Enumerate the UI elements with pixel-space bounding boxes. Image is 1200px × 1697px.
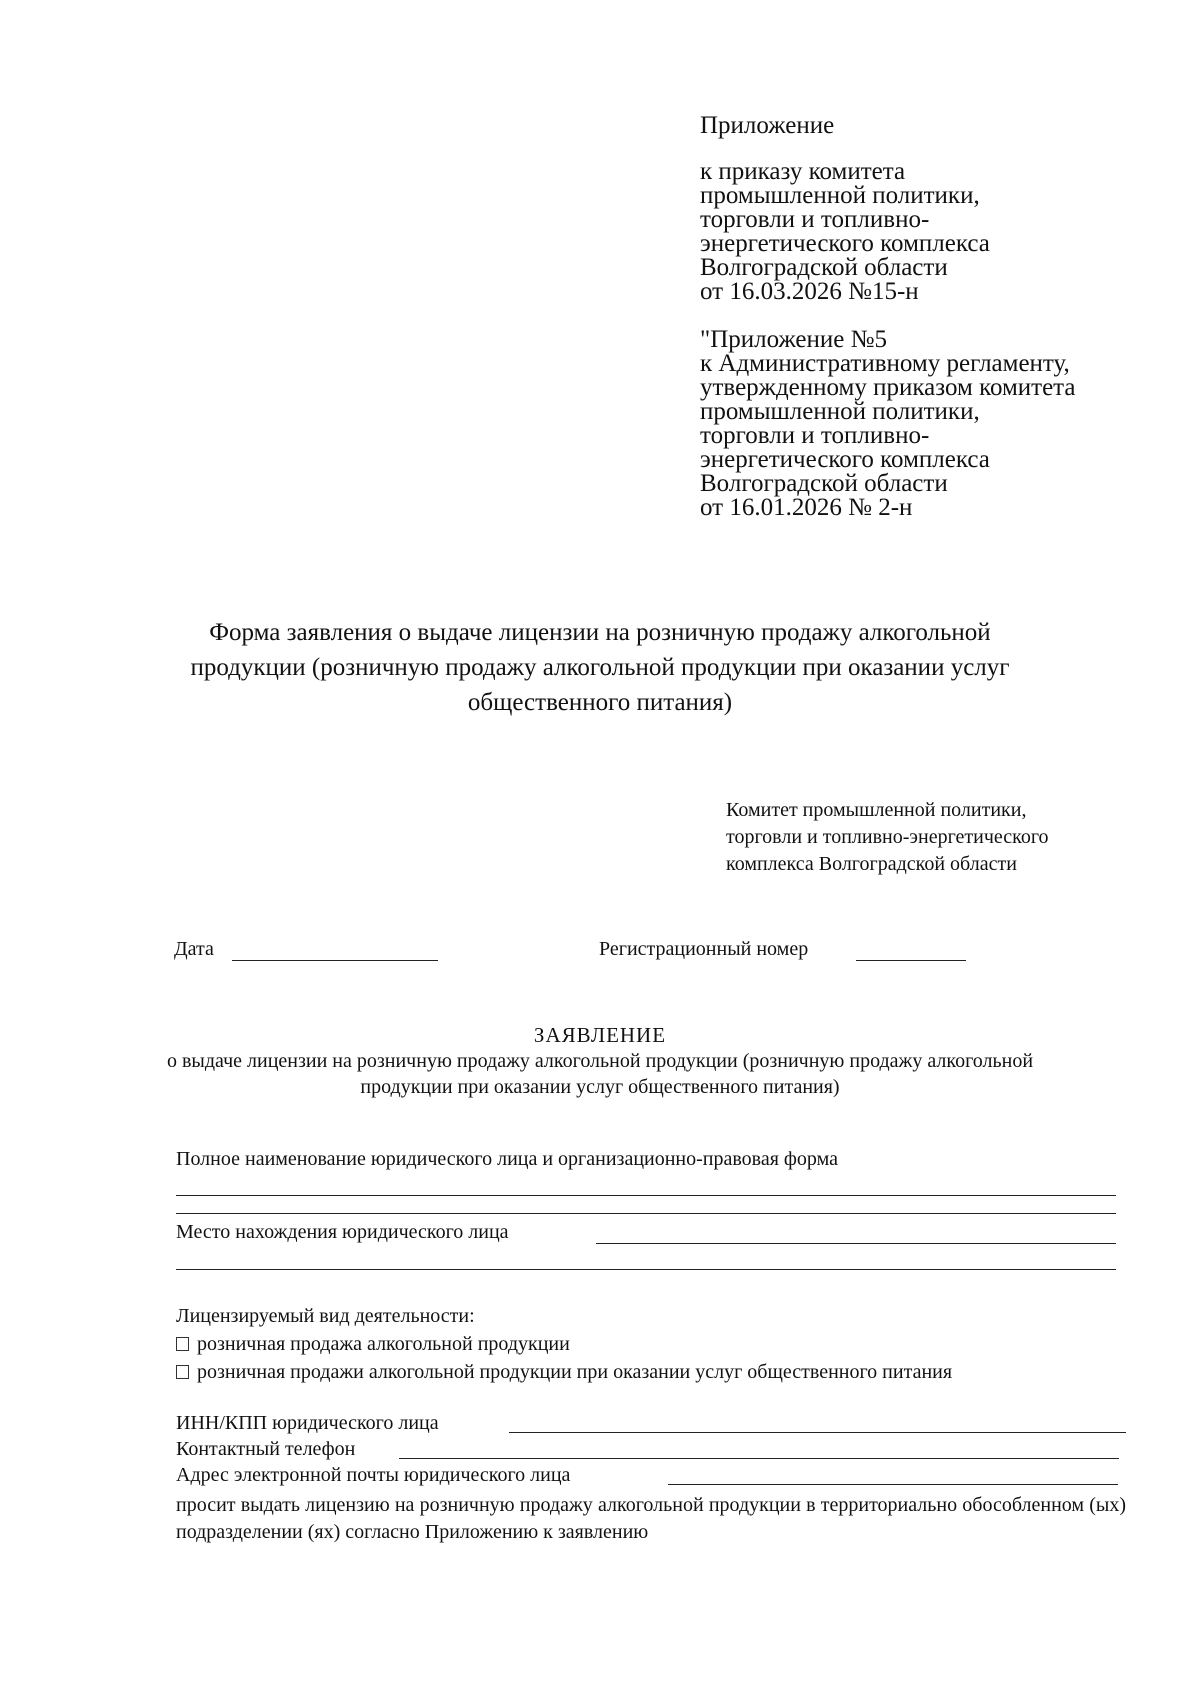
regulation-line: энергетического комплекса	[700, 446, 990, 473]
full-name-line-1[interactable]	[176, 1195, 1116, 1196]
email-label: Адрес электронной почты юридического лица	[176, 1464, 571, 1486]
order-line: Волгоградской области	[700, 254, 948, 281]
order-line: энергетического комплекса	[700, 230, 990, 257]
registration-number-label: Регистрационный номер	[599, 938, 809, 960]
appendix-regulation-reference	[700, 328, 1160, 520]
date-label: Дата	[174, 938, 214, 960]
date-field[interactable]	[232, 960, 438, 961]
regulation-line: промышленной политики,	[700, 398, 980, 425]
appendix-title: Приложение	[700, 112, 835, 139]
checkbox-icon[interactable]	[176, 1337, 189, 1351]
registration-number-field[interactable]	[856, 960, 966, 961]
activity-option-label: розничная продажа алкогольной продукции	[197, 1333, 570, 1355]
licensed-activity	[176, 1302, 952, 1386]
regulation-line: "Приложение №5	[700, 326, 887, 353]
phone-row	[176, 1438, 1126, 1464]
appendix-order-reference	[700, 160, 1160, 304]
inn-label: ИНН/КПП юридического лица	[176, 1412, 439, 1434]
location-label: Место нахождения юридического лица	[176, 1221, 509, 1243]
location-field-line-2[interactable]	[176, 1269, 1116, 1270]
appendix-header	[700, 114, 1160, 520]
inn-row	[176, 1412, 1126, 1438]
regulation-line: утвержденному приказом комитета	[700, 374, 1076, 401]
regulation-line: Волгоградской области	[700, 470, 948, 497]
order-line: промышленной политики,	[700, 182, 980, 209]
contact-fields	[176, 1412, 1126, 1490]
order-line: торговли и топливно-	[700, 206, 930, 233]
location-block	[176, 1221, 1116, 1291]
regulation-line: к Административному регламенту,	[700, 350, 1070, 377]
location-field[interactable]	[596, 1243, 1116, 1244]
statement-subtitle: о выдаче лицензии на розничную продажу алкогольной продукции (розничную продажу алкогольной продукции при оказании услуг общественного питания)	[166, 1050, 1034, 1098]
form-title: Форма заявления о выдаче лицензии на розничную продажу алкогольной продукции (розничную продажу алкогольной продукции при оказании услуг общественного питания)	[190, 619, 1010, 716]
full-name-label: Полное наименование юридического лица и организационно-правовая форма	[176, 1148, 838, 1170]
activity-label: Лицензируемый вид деятельности:	[176, 1305, 475, 1327]
addressee	[726, 797, 1049, 878]
statement-heading	[150, 1022, 1050, 1100]
regulation-line: от 16.01.2026 № 2-н	[700, 494, 913, 521]
full-name-line-2[interactable]	[176, 1213, 1116, 1214]
email-field[interactable]	[668, 1484, 1118, 1485]
statement-title: ЗАЯВЛЕНИЕ	[533, 1023, 667, 1047]
request-paragraph: просит выдать лицензию на розничную продажу алкогольной продукции в территориально обособленном (ых) подразделении (ях) согласно Приложению к заявлению	[176, 1494, 1126, 1543]
phone-label: Контактный телефон	[176, 1438, 356, 1460]
inn-field[interactable]	[509, 1432, 1126, 1433]
activity-option[interactable]	[176, 1330, 952, 1358]
checkbox-icon[interactable]	[176, 1365, 189, 1379]
order-line: к приказу комитета	[700, 158, 906, 185]
addressee-line: торговли и топливно-энергетического	[726, 826, 1049, 848]
activity-option[interactable]	[176, 1358, 952, 1386]
email-row	[176, 1464, 1126, 1490]
addressee-line: комплекса Волгоградской области	[726, 853, 1017, 875]
regulation-line: торговли и топливно-	[700, 422, 930, 449]
addressee-line: Комитет промышленной политики,	[726, 799, 1027, 821]
phone-field[interactable]	[399, 1458, 1119, 1459]
order-line: от 16.03.2026 №15-н	[700, 278, 919, 305]
activity-option-label: розничная продажи алкогольной продукции при оказании услуг общественного питания	[197, 1361, 953, 1383]
